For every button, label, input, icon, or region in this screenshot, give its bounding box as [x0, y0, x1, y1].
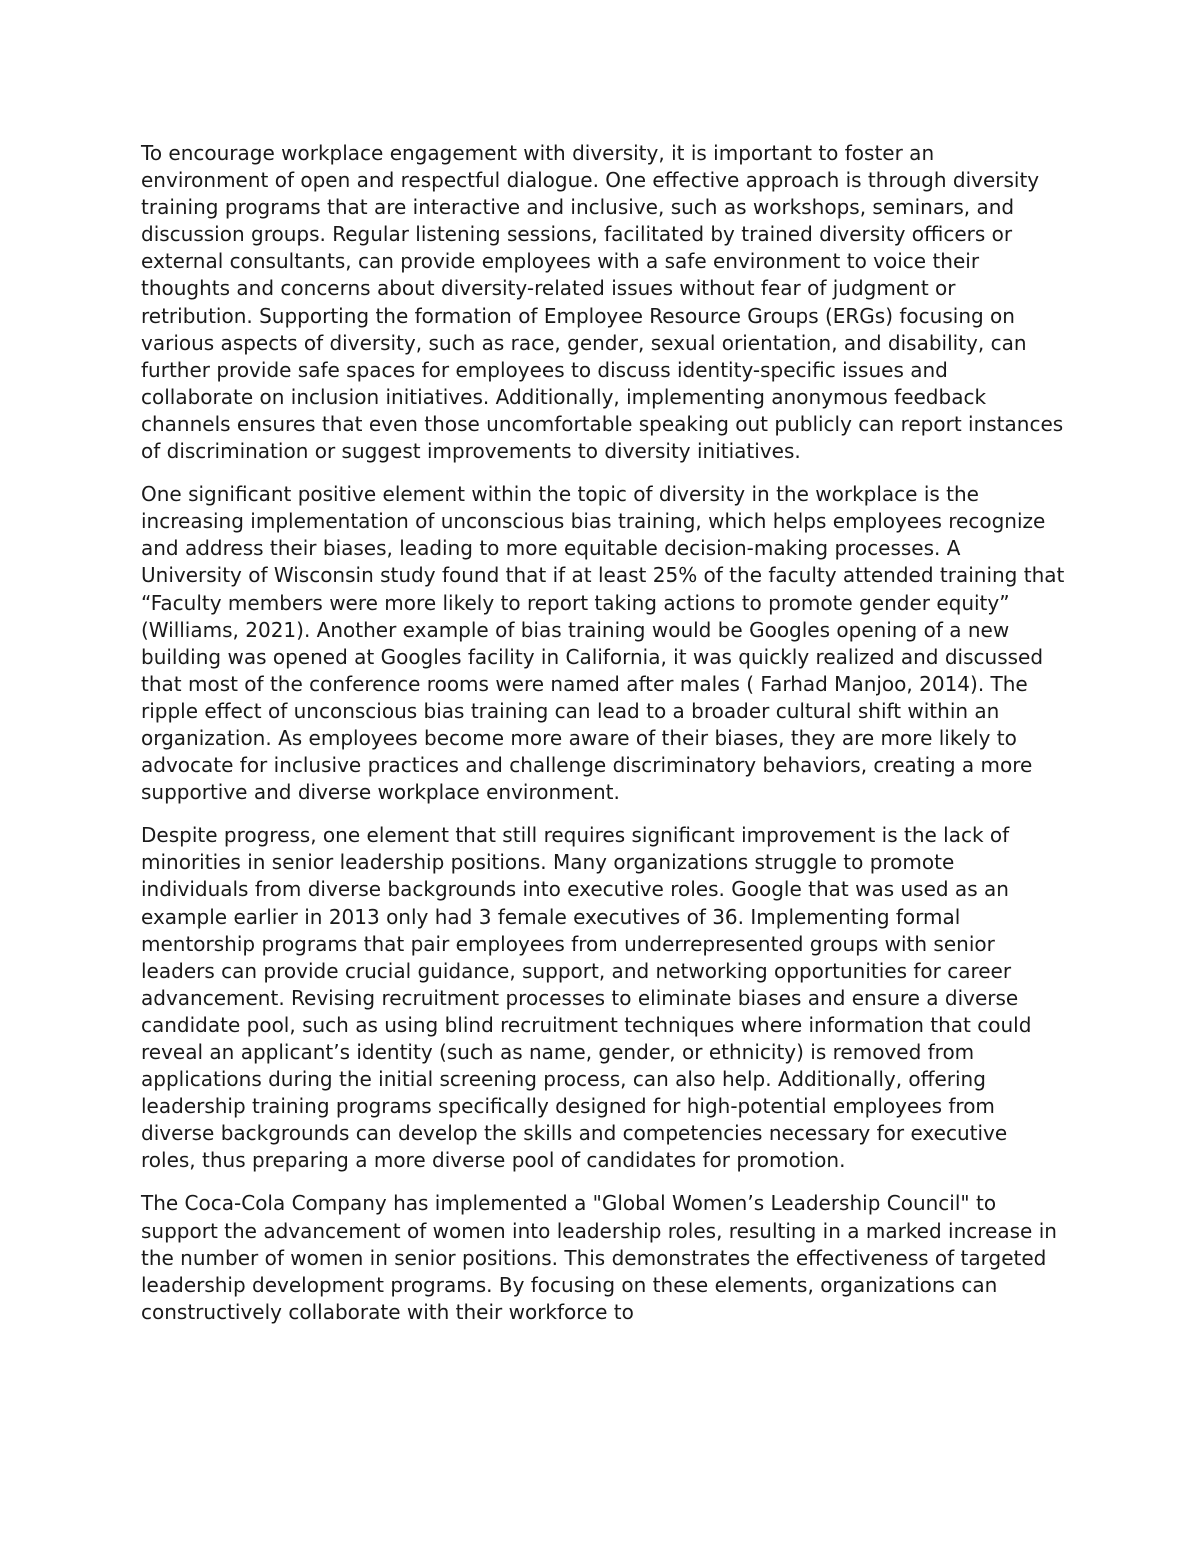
paragraph-coca-cola-council: The Coca-Cola Company has implemented a "Global Women’s Leadership Council" to support the advancement of women into leadership roles, resulting in a marked increase in the number of women in senior positions. This demonstrates the effectiveness of targeted leadership development programs. By focusing on these elements, organizations can constructively collaborate with their workforce to: [141, 1191, 1057, 1324]
paragraph-bias-training: One significant positive element within the topic of diversity in the workplace is the increasing implementation of unconscious bias training, which helps employees recognize and address their biases, leading to more equitable decision-making processes. A University of Wisconsin study found that if at least 25% of the faculty attended training that “Faculty members were more likely to report taking actions to promote gender equity” (Williams, 2021). Another example of bias training would be Googles opening of a new building was opened at Googles facility in California, it was quickly realized and discussed that most of the conference rooms were named after males ( Farhad Manjoo, 2014). The ripple effect of unconscious bias training can lead to a broader cultural shift within an organization. As employees become more aware of their biases, they are more likely to advocate for inclusive practices and challenge discriminatory behaviors, creating a more supportive and diverse workplace environment.: [141, 482, 1065, 805]
document-body: [141, 140, 1066, 1342]
paragraph-workplace-engagement: To encourage workplace engagement with diversity, it is important to foster an environment of open and respectful dialogue. One effective approach is through diversity training programs that are interactive and inclusive, such as workshops, seminars, and discussion groups. Regular listening sessions, facilitated by trained diversity officers or external consultants, can provide employees with a safe environment to voice their thoughts and concerns about diversity-related issues without fear of judgment or retribution. Supporting the formation of Employee Resource Groups (ERGs) focusing on various aspects of diversity, such as race, gender, sexual orientation, and disability, can further provide safe spaces for employees to discuss identity-specific issues and collaborate on inclusion initiatives. Additionally, implementing anonymous feedback channels ensures that even those uncomfortable speaking out publicly can report instances of discrimination or suggest improvements to diversity initiatives.: [141, 141, 1064, 464]
paragraph-senior-leadership: Despite progress, one element that still requires significant improvement is the lack of minorities in senior leadership positions. Many organizations struggle to promote individuals from diverse backgrounds into executive roles. Google that was used as an example earlier in 2013 only had 3 female executives of 36. Implementing formal mentorship programs that pair employees from underrepresented groups with senior leaders can provide crucial guidance, support, and networking opportunities for career advancement. Revising recruitment processes to eliminate biases and ensure a diverse candidate pool, such as using blind recruitment techniques where information that could reveal an applicant’s identity (such as name, gender, or ethnicity) is removed from applications during the initial screening process, can also help. Additionally, offering leadership training programs specifically designed for high-potential employees from diverse backgrounds can develop the skills and competencies necessary for executive roles, thus preparing a more diverse pool of candidates for promotion.: [141, 823, 1032, 1173]
